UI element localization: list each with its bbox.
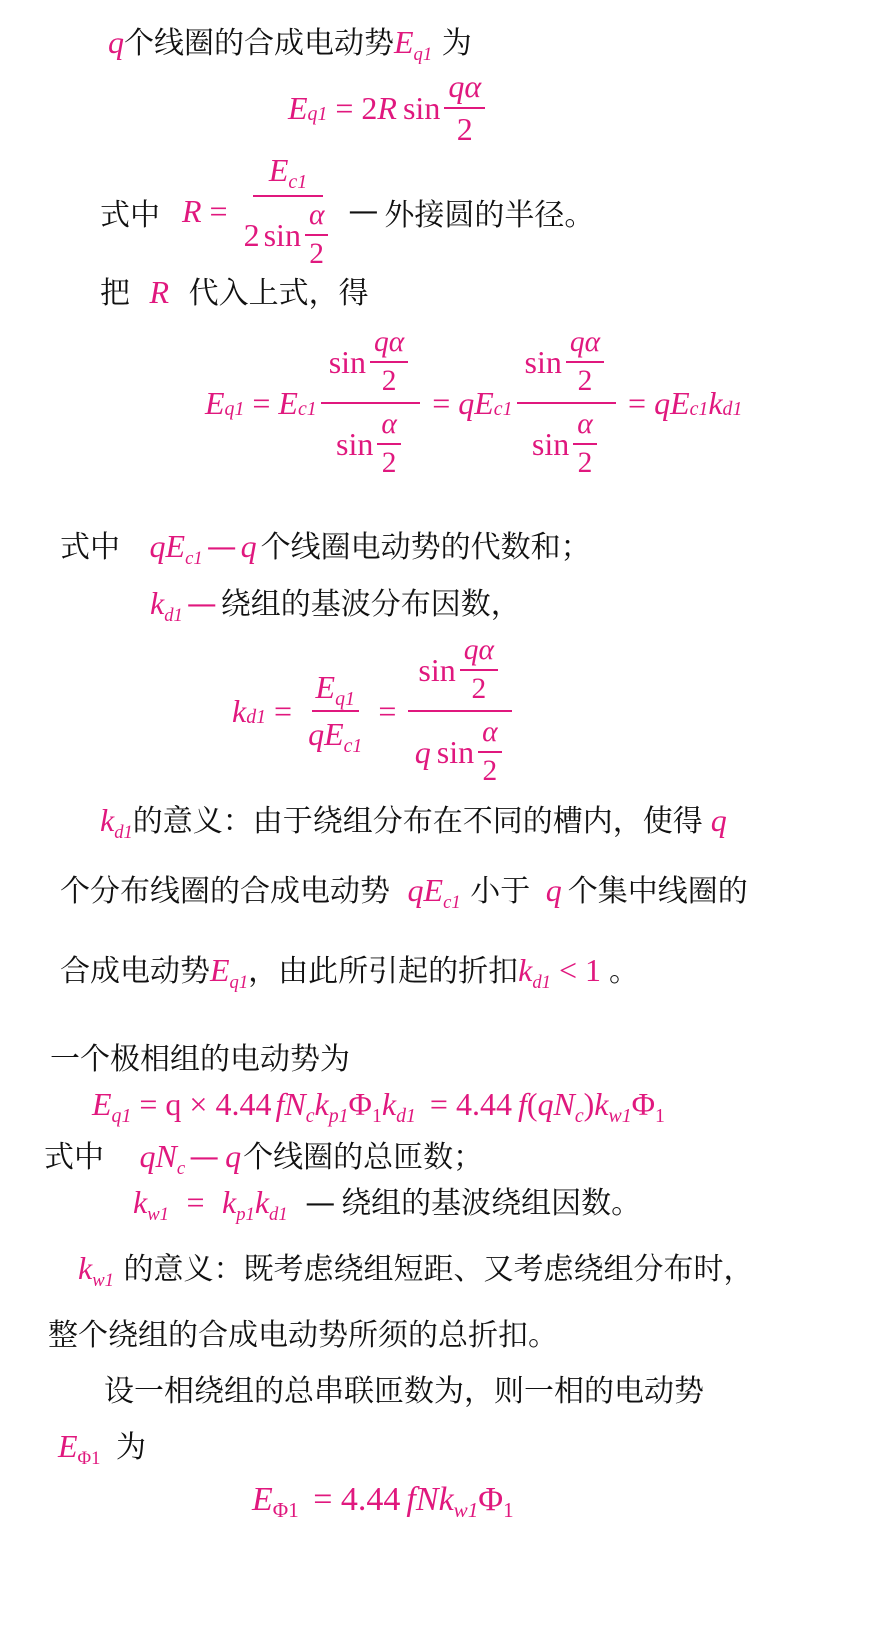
eq3-f2-den-alpha: α xyxy=(573,408,596,445)
intro-text: 个线圈的合成电动势 xyxy=(124,26,394,61)
eq1-sub: q1 xyxy=(307,103,328,126)
subst-R: R xyxy=(149,274,170,310)
eq3-Ec-2: E xyxy=(474,384,494,421)
eq3-sub-d1: d1 xyxy=(722,398,743,421)
def1-dash: — xyxy=(206,530,237,565)
eq4-f2-den-alpha: α xyxy=(478,716,501,753)
meaning1-line-3 xyxy=(60,950,639,996)
eq3-sub-c1: c1 xyxy=(297,398,317,421)
pole-equation xyxy=(92,1084,665,1129)
pole-title-text: 一个极相组的电动势为 xyxy=(50,1042,350,1077)
eq3-f1-den-two: 2 xyxy=(381,447,397,479)
eq4-f1-num-E: E xyxy=(315,669,336,705)
def4-equals: = xyxy=(186,1184,205,1220)
def4-line xyxy=(133,1182,641,1228)
pole-sub-c-2: c xyxy=(574,1104,584,1127)
pole-rhs2: = 4.44 xyxy=(429,1086,512,1122)
eq4-fraction-2 xyxy=(408,634,512,788)
eq4-f1-den-E: E xyxy=(324,716,344,752)
final-sub-w1: w1 xyxy=(453,1498,479,1523)
pole-sub-c: c xyxy=(305,1104,315,1127)
eq3-E: E xyxy=(205,384,225,421)
def4-sub-p1: p1 xyxy=(236,1203,255,1225)
eq2-equals: = xyxy=(209,193,228,229)
eq1-sin: sin xyxy=(402,89,441,126)
pole-k-2: k xyxy=(381,1086,397,1122)
eq2-fraction xyxy=(240,152,337,271)
eq3-Ec-3: E xyxy=(670,384,690,421)
eq1-den: 2 xyxy=(456,111,473,147)
final-sub-1: 1 xyxy=(503,1498,514,1523)
pole-sub-p1: p1 xyxy=(328,1104,349,1127)
equation-eq1 xyxy=(288,68,489,148)
meaning1-period: 。 xyxy=(608,954,639,989)
meaning1-q2: q xyxy=(545,872,562,908)
equation-final xyxy=(252,1480,514,1523)
def4-dash: — xyxy=(305,1186,336,1221)
pole-N: N xyxy=(284,1086,306,1122)
phase-line-1 xyxy=(104,1372,704,1412)
eq3-f2-num-qa: qα xyxy=(566,326,604,363)
eq3-f2-den-sin: sin xyxy=(531,425,570,462)
pole-k-3: k xyxy=(594,1086,609,1122)
phase-line-2 xyxy=(58,1426,146,1472)
var-E: E xyxy=(394,24,414,60)
meaning1-sub: d1 xyxy=(114,821,133,843)
meaning2-line-2 xyxy=(48,1316,558,1356)
eq1-fraction xyxy=(444,68,485,148)
pole-Phi: Φ xyxy=(348,1086,372,1122)
eq1-coef: 2 xyxy=(361,89,378,126)
meaning1-q: q xyxy=(710,802,727,838)
meaning1-text3: 小于 xyxy=(470,874,531,909)
eq1-equals: = xyxy=(335,89,354,126)
def3-label: 式中 xyxy=(44,1140,104,1175)
def2-sub: d1 xyxy=(164,604,183,626)
pole-title xyxy=(50,1040,350,1080)
phase-sub-phi1: Φ1 xyxy=(77,1447,101,1469)
eq1-num: qα xyxy=(444,68,485,109)
def3-q2: q xyxy=(225,1138,242,1174)
eq2-den-coef: 2 xyxy=(243,216,260,253)
eq3-equals-2: = xyxy=(432,384,451,421)
subst-prefix: 把 xyxy=(100,276,130,311)
eq3-fraction-2 xyxy=(517,326,617,480)
def1-E: E xyxy=(165,528,186,564)
eq2-den-num: α xyxy=(305,199,328,236)
def3-dash: — xyxy=(189,1140,220,1175)
def3-desc: 个线圈的总匝数； xyxy=(243,1140,484,1175)
meaning2-k: k xyxy=(78,1250,93,1286)
eq3-q: q xyxy=(458,384,475,421)
meaning1-sub-c1: c1 xyxy=(443,891,461,913)
meaning1-k2: k xyxy=(518,952,533,988)
eq3-fraction-1 xyxy=(321,326,421,480)
final-sub-phi1: Φ1 xyxy=(272,1498,299,1523)
final-N: N xyxy=(415,1481,439,1518)
final-E: E xyxy=(252,1481,273,1518)
def1-q: q xyxy=(149,528,166,564)
eq4-fraction-1 xyxy=(304,669,366,757)
eq3-equals-1: = xyxy=(252,384,271,421)
def1-q2: q xyxy=(240,528,257,564)
intro-line xyxy=(108,22,472,68)
eq4-f2-num-sin: sin xyxy=(418,651,456,688)
equation-eq4 xyxy=(232,634,516,788)
intro-wei: 为 xyxy=(441,26,472,61)
meaning2-text2: 整个绕组的合成电动势所须的总折扣。 xyxy=(48,1318,558,1353)
pole-paren-close: ) xyxy=(583,1086,595,1122)
eq2-den-den: 2 xyxy=(309,238,325,270)
eq3-k: k xyxy=(708,384,723,421)
def4-k-3: k xyxy=(254,1184,270,1220)
eq2-den-sin: sin xyxy=(263,216,301,253)
meaning1-line-1 xyxy=(100,800,727,846)
final-Phi: Φ xyxy=(478,1481,504,1518)
meaning1-qE-q: q xyxy=(407,872,424,908)
eq4-f2-den-two: 2 xyxy=(482,755,498,787)
meaning2-sub: w1 xyxy=(92,1269,114,1291)
eq2-R: R xyxy=(182,193,202,229)
pole-E: E xyxy=(92,1086,112,1122)
eq4-f2-den-sin: sin xyxy=(436,733,475,770)
meaning1-text4: 个集中线圈的 xyxy=(567,874,748,909)
eq4-sub-d1: d1 xyxy=(246,706,267,729)
def3-sub-c: c xyxy=(176,1157,186,1179)
meaning1-text5: 合成电动势 xyxy=(60,954,210,989)
eq3-sub-q1: q1 xyxy=(224,398,245,421)
meaning1-E: E xyxy=(423,872,444,908)
eq2-label: 式中 xyxy=(100,197,160,233)
meaning1-k: k xyxy=(100,802,115,838)
pole-rhs1: = q × 4.44 xyxy=(139,1086,272,1122)
pole-N-2: N xyxy=(553,1086,575,1122)
pole-Phi-2: Φ xyxy=(631,1086,656,1122)
final-rhs: = 4.44 xyxy=(313,1481,401,1518)
eq1-R: R xyxy=(377,89,397,126)
eq4-f1-den-q: q xyxy=(308,716,325,752)
eq3-f1-num-two: 2 xyxy=(381,365,397,397)
def3-N: N xyxy=(155,1138,177,1174)
eq2-dash: — xyxy=(348,194,379,229)
meaning1-text1: 的意义：由于绕组分布在不同的槽内，使得 xyxy=(132,804,703,839)
eq3-f2-num-two: 2 xyxy=(577,365,593,397)
def4-k: k xyxy=(133,1184,148,1220)
meaning1-E2: E xyxy=(210,952,230,988)
eq3-f1-num-qa: qα xyxy=(370,326,408,363)
def4-sub-d1: d1 xyxy=(269,1203,288,1225)
def2-dash: — xyxy=(186,587,217,622)
eq3-f2-den-two: 2 xyxy=(577,447,593,479)
eq3-f1-num-sin: sin xyxy=(328,343,367,380)
def1-sub: c1 xyxy=(185,547,203,569)
meaning1-text2: 个分布线圈的合成电动势 xyxy=(60,874,390,909)
eq4-k: k xyxy=(232,692,247,729)
def1-line xyxy=(60,526,591,572)
subst-suffix: 代入上式，得 xyxy=(188,276,369,311)
def1-label: 式中 xyxy=(60,530,120,565)
def4-sub-w1: w1 xyxy=(147,1203,169,1225)
def2-desc: 绕组的基波分布因数， xyxy=(220,587,521,622)
eq4-f1-num-sub: q1 xyxy=(335,687,355,710)
def3-q: q xyxy=(139,1138,156,1174)
pole-sub-d1: d1 xyxy=(396,1104,416,1127)
pole-q: q xyxy=(537,1086,554,1122)
final-k: k xyxy=(438,1481,454,1518)
eq4-f2-den-q: q xyxy=(414,733,431,770)
meaning1-sub-q1: q1 xyxy=(229,971,249,993)
phase-E: E xyxy=(58,1428,78,1464)
phase-text1: 设一相绕组的总串联匝数为，则一相的电动势 xyxy=(104,1374,704,1409)
eq3-f2-num-sin: sin xyxy=(524,343,562,380)
def2-line xyxy=(150,583,521,629)
sub-q1: q1 xyxy=(413,43,433,65)
eq1-E: E xyxy=(288,89,308,126)
eq4-f2-num-qa: qα xyxy=(460,634,498,671)
def3-line xyxy=(44,1136,483,1182)
eq4-equals-2: = xyxy=(378,692,397,729)
meaning1-line-2 xyxy=(60,870,748,916)
meaning1-lt: < xyxy=(558,952,577,988)
eq3-Ec: E xyxy=(278,384,298,421)
final-f: f xyxy=(406,1481,416,1518)
def4-desc: 绕组的基波绕组因数。 xyxy=(341,1186,642,1221)
eq2-num-sub: c1 xyxy=(288,170,308,193)
meaning2-line-1 xyxy=(78,1248,753,1294)
pole-sub-w1: w1 xyxy=(608,1104,632,1127)
eq3-equals-3: = xyxy=(628,384,647,421)
def2-k: k xyxy=(150,585,165,621)
pole-f: f xyxy=(275,1086,285,1122)
pole-paren-open: ( xyxy=(526,1086,538,1122)
eq4-f1-den-sub: c1 xyxy=(343,734,363,757)
eq4-f2-num-two: 2 xyxy=(471,673,487,705)
pole-sub-q1: q1 xyxy=(111,1104,132,1127)
eq3-sub-c1-3: c1 xyxy=(689,398,709,421)
eq3-f1-den-sin: sin xyxy=(336,425,374,462)
meaning1-one: 1 xyxy=(584,952,601,988)
eq3-sub-c1-2: c1 xyxy=(493,398,513,421)
pole-f-2: f xyxy=(517,1086,527,1122)
equation-eq3 xyxy=(205,326,742,480)
meaning1-sub-d1b: d1 xyxy=(532,971,551,993)
eq3-q-2: q xyxy=(654,384,671,421)
eq2-num-E: E xyxy=(268,152,289,188)
meaning2-text1: 的意义：既考虑绕组短距、又考虑绕组分布时， xyxy=(123,1252,754,1287)
pole-sub-1: 1 xyxy=(371,1104,382,1127)
pole-sub-1-2: 1 xyxy=(655,1104,665,1127)
def1-desc: 个线圈电动势的代数和； xyxy=(260,530,591,565)
var-q: q xyxy=(108,24,124,60)
pole-k: k xyxy=(314,1086,329,1122)
equation-eq2 xyxy=(100,152,594,271)
meaning1-text6: ，由此所引起的折扣 xyxy=(248,954,519,989)
subst-line xyxy=(100,272,369,314)
phase-text2: 为 xyxy=(115,1430,146,1465)
eq4-equals-1: = xyxy=(274,692,293,729)
def4-k-2: k xyxy=(222,1184,237,1220)
eq3-f1-den-alpha: α xyxy=(377,408,400,445)
eq2-desc: 外接圆的半径。 xyxy=(384,197,595,233)
